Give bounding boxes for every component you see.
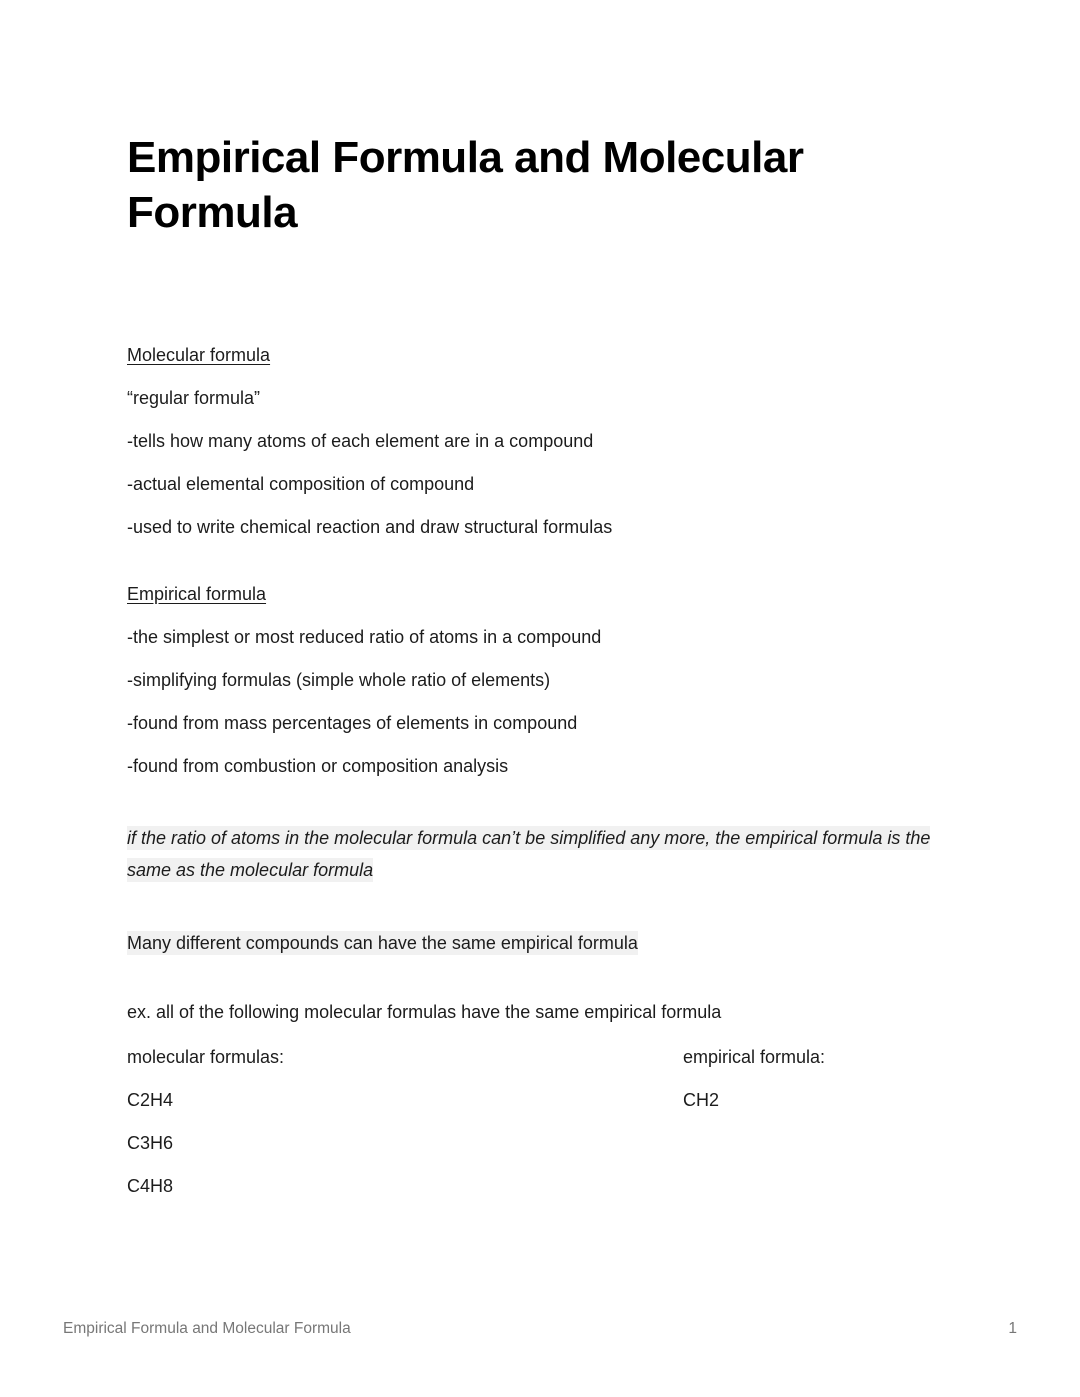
body-line: “regular formula” xyxy=(127,388,261,408)
left-column-header: molecular formulas: xyxy=(127,1047,285,1067)
molecular-formula-value: C2H4 xyxy=(127,1090,174,1110)
body-line: -used to write chemical reaction and draw structural formulas xyxy=(127,517,613,537)
body-line: -found from combustion or composition analysis xyxy=(127,756,509,776)
italic-note-text: if the ratio of atoms in the molecular formula can’t be simplified any more, the empirical formula is the same as the molecular formula xyxy=(127,828,931,880)
example-row xyxy=(127,1089,940,1112)
example-row-headers xyxy=(127,1046,940,1069)
empirical-formula-section xyxy=(127,583,940,778)
document-title: Empirical Formula and Molecular Formula xyxy=(127,133,804,237)
page-footer xyxy=(63,1320,1017,1338)
page-number: 1 xyxy=(1008,1320,1017,1337)
empirical-formula-value: CH2 xyxy=(683,1090,720,1110)
molecular-formula-section xyxy=(127,344,940,539)
body-line: -tells how many atoms of each element are in a compound xyxy=(127,431,594,451)
example-row xyxy=(127,1175,940,1198)
italic-note xyxy=(127,822,940,886)
highlighted-statement xyxy=(127,932,940,955)
section-heading-molecular: Molecular formula xyxy=(127,345,271,365)
footer-document-title: Empirical Formula and Molecular Formula xyxy=(63,1320,351,1337)
example-intro: ex. all of the following molecular formulas have the same empirical formula xyxy=(127,1002,722,1022)
body-line: -actual elemental composition of compound xyxy=(127,474,475,494)
example-table xyxy=(127,1046,940,1198)
molecular-formula-value: C3H6 xyxy=(127,1133,174,1153)
body-line: -found from mass percentages of elements in compound xyxy=(127,713,578,733)
highlighted-statement-text: Many different compounds can have the same empirical formula xyxy=(127,933,638,953)
section-heading-empirical: Empirical formula xyxy=(127,584,267,604)
right-column-header: empirical formula: xyxy=(683,1047,826,1067)
example-row xyxy=(127,1132,940,1155)
body-line: -simplifying formulas (simple whole ratio of elements) xyxy=(127,670,551,690)
molecular-formula-value: C4H8 xyxy=(127,1176,174,1196)
body-line: -the simplest or most reduced ratio of atoms in a compound xyxy=(127,627,602,647)
